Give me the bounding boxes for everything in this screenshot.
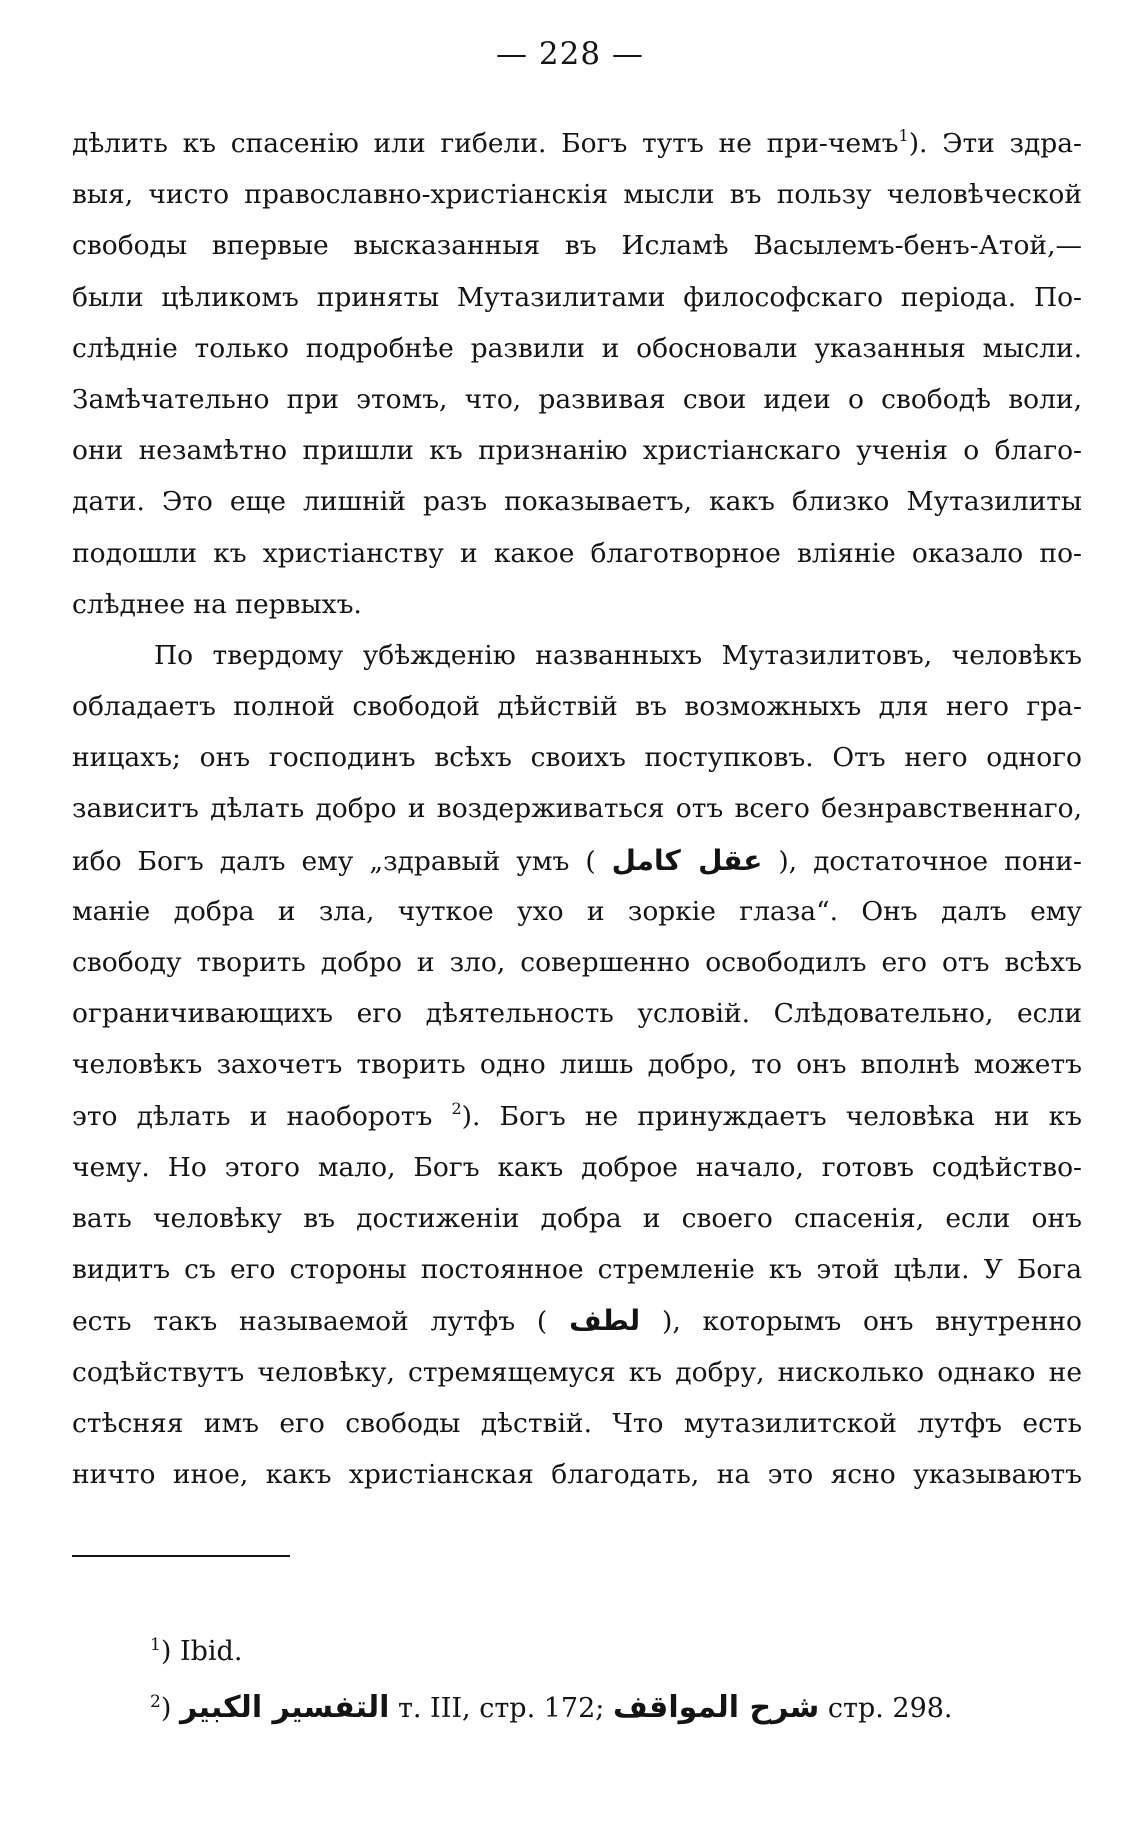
text-line: видитъ съ его стороны постоянное стремленіе къ этой цѣли. У Бога (72, 1254, 1082, 1286)
text-line: ограничивающихъ его дѣятельность условій. Слѣдовательно, если (72, 998, 1082, 1030)
arabic-title-sharh-mawaqif: شرح المواقف (612, 1690, 820, 1725)
text-line: выя, чисто православно-христіанскія мысли въ пользу человѣческой (72, 179, 1082, 211)
footnote-separator (72, 1555, 290, 1557)
arabic-term-aql-kamil: عقل كامل (611, 843, 763, 877)
page-number: — 228 — (496, 36, 644, 72)
footnote-2-mark: 2 (150, 1692, 161, 1712)
text-line: человѣкъ захочетъ творить одно лишь добро, то онъ вполнѣ можетъ (72, 1049, 1082, 1081)
footnotes (150, 1624, 1085, 1736)
footnote-1: $^1$) Ibid. (150, 1635, 243, 1667)
text-line: зависитъ дѣлать добро и воздерживаться отъ всего безнравственнаго, (72, 793, 1082, 825)
text-line: ницахъ; онъ господинъ всѣхъ своихъ поступковъ. Отъ него одного (72, 742, 1082, 774)
footnote-2: $^2$) التفسير الكبير т. III, стр. 172; شرح المواقف стр. 298. (150, 1690, 953, 1725)
footnote-ref-2: 2 (451, 1098, 462, 1118)
footnote-ref-1: 1 (898, 126, 909, 145)
text-line: свободу творить добро и зло, совершенно освободилъ его отъ всѣхъ (72, 947, 1082, 978)
text-line: слѣдніе только подробнѣе развили и обосновали указанныя мысли. (72, 332, 1082, 364)
text-line: дати. Это еще лишній разъ показываетъ, какъ близко Мутазилиты (72, 486, 1082, 518)
text-line: обладаетъ полной свободой дѣйствій въ возможныхъ для него гра- (72, 691, 1082, 723)
text-line: маніе добра и зла, чуткое ухо и зоркіе глаза“. Онъ далъ ему (72, 895, 1082, 927)
text-line: содѣйствутъ человѣку, стремящемуся къ добру, нисколько однако не (72, 1356, 1082, 1388)
text-line: были цѣликомъ приняты Мутазилитами философскаго періода. По- (72, 281, 1082, 313)
arabic-term-lutf: لطف (569, 1304, 641, 1338)
text-line: есть такъ называемой лутфъ ( لطف ), которымъ онъ внутренно (72, 1304, 1082, 1338)
text-line: Замѣчательно при этомъ, что, развивая свои идеи о свободѣ воли, (72, 383, 1082, 415)
text-line: дѣлить къ спасенію или гибели. Богъ тутъ не при-чемъ$^1$). Эти здра- (72, 126, 1082, 159)
text-line: слѣднее на первыхъ. (72, 588, 362, 620)
text-line: ничто иное, какъ христіанская благодать, на это ясно указываютъ (72, 1458, 1082, 1490)
text-line: свободы впервые высказанныя въ Исламѣ Васылемъ-бенъ-Атой,— (72, 230, 1082, 262)
text-line: чему. Но этого мало, Богъ какъ доброе начало, готовъ содѣйство- (72, 1151, 1082, 1183)
text-line: ибо Богъ далъ ему „здравый умъ ( عقل كامل ), достаточное пони- (72, 843, 1082, 877)
text-line: это дѣлать и наоборотъ $^2$). Богъ не принуждаетъ человѣка ни къ (72, 1098, 1082, 1132)
text-line: По твердому убѣжденію названныхъ Мутазилитовъ, человѣкъ (154, 639, 1082, 671)
text-line: стѣсняя имъ его свободы дѣствій. Что мутазилитской лутфъ есть (72, 1407, 1082, 1439)
text-line: они незамѣтно пришли къ признанію христіанскаго ученія о благо- (72, 435, 1082, 467)
body-text (72, 118, 1082, 1500)
text-line: вать человѣку въ достиженіи добра и своего спасенія, если онъ (72, 1202, 1082, 1234)
text-line: подошли къ христіанству и какое благотворное вліяніе оказало по- (72, 537, 1082, 569)
arabic-title-tafsir-kabir: التفسير الكبير (179, 1690, 390, 1725)
footnote-1-mark: 1 (150, 1635, 161, 1655)
